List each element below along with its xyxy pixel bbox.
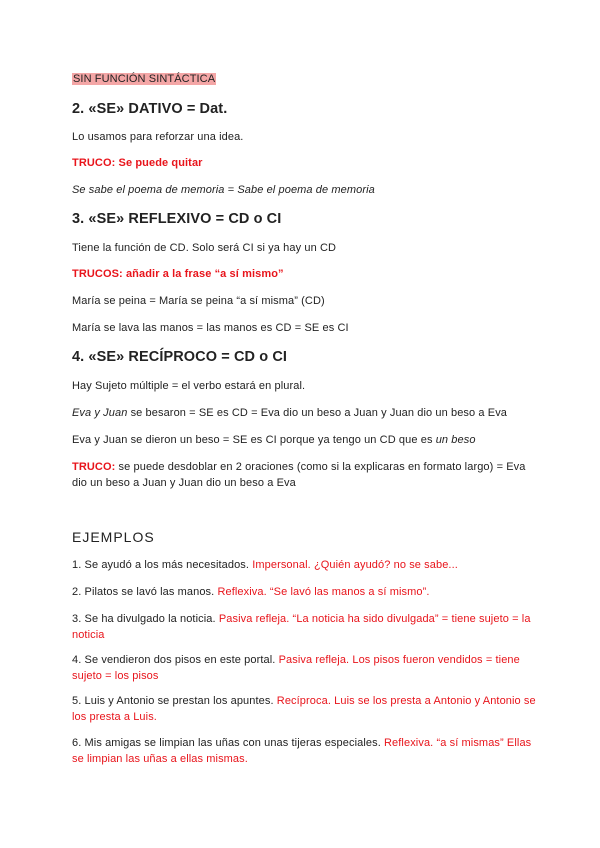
reflexivo-description: Tiene la función de CD. Solo será CI si ya hay un CD bbox=[72, 242, 337, 254]
reflexivo-trucos: TRUCOS: añadir a la frase “a sí mismo” bbox=[72, 268, 284, 280]
ejemplo-item bbox=[72, 611, 542, 643]
reciproco-example-2-text: Eva y Juan se dieron un beso = SE es CI porque ya tengo un CD que es bbox=[72, 434, 436, 446]
ejemplo-item bbox=[72, 735, 542, 767]
ejemplo-answer: Pasiva refleja. “La noticia ha sido divulgada” = tiene sujeto = la noticia bbox=[72, 613, 531, 641]
reciproco-example-1 bbox=[72, 405, 542, 421]
ejemplo-sentence: 2. Pilatos se lavó las manos. bbox=[72, 586, 218, 598]
heading-reciproco: 4. «SE» RECÍPROCO = CD o CI bbox=[72, 349, 288, 365]
ejemplo-sentence: 4. Se vendieron dos pisos en este portal. bbox=[72, 654, 279, 666]
ejemplo-answer: Reflexiva. “a sí mismas” Ellas se limpian las uñas a ellas mismas. bbox=[72, 737, 532, 765]
reciproco-truco bbox=[72, 459, 542, 491]
ejemplo-sentence: 6. Mis amigas se limpian las uñas con unas tijeras especiales. bbox=[72, 737, 385, 749]
reciproco-truco-label: TRUCO: bbox=[72, 461, 116, 473]
ejemplo-item bbox=[72, 584, 542, 600]
reciproco-description: Hay Sujeto múltiple = el verbo estará en plural. bbox=[72, 380, 306, 392]
ejemplo-item bbox=[72, 693, 542, 725]
dativo-description: Lo usamos para reforzar una idea. bbox=[72, 131, 244, 143]
ejemplo-answer: Reflexiva. “Se lavó las manos a sí mismo”. bbox=[217, 586, 430, 598]
ejemplo-item bbox=[72, 557, 542, 573]
ejemplo-sentence: 5. Luis y Antonio se prestan los apuntes. bbox=[72, 695, 277, 707]
heading-dativo: 2. «SE» DATIVO = Dat. bbox=[72, 101, 228, 117]
dativo-truco: TRUCO: Se puede quitar bbox=[72, 157, 203, 169]
ejemplo-sentence: 3. Se ha divulgado la noticia. bbox=[72, 613, 219, 625]
reciproco-example-2 bbox=[72, 432, 542, 448]
reflexivo-example-2: María se lava las manos = las manos es CD = SE es CI bbox=[72, 322, 349, 334]
highlighted-label: SIN FUNCIÓN SINTÁCTICA bbox=[73, 73, 216, 85]
section-label bbox=[72, 71, 542, 87]
ejemplo-answer: Recíproca. Luis se los presta a Antonio y Antonio se los presta a Luis. bbox=[72, 695, 536, 723]
dativo-example: Se sabe el poema de memoria = Sabe el poema de memoria bbox=[72, 184, 375, 196]
ejemplo-item bbox=[72, 652, 542, 684]
heading-ejemplos: EJEMPLOS bbox=[72, 529, 155, 545]
ejemplo-answer: Pasiva refleja. Los pisos fueron vendidos = tiene sujeto = los pisos bbox=[72, 654, 520, 682]
reciproco-example-1-subject: Eva y Juan bbox=[72, 407, 128, 419]
reciproco-truco-text: se puede desdoblar en 2 oraciones (como si la explicaras en formato largo) = Eva dio un beso a Juan y Juan dio un beso a Eva bbox=[72, 461, 526, 489]
heading-reflexivo: 3. «SE» REFLEXIVO = CD o CI bbox=[72, 211, 282, 227]
ejemplo-sentence: 1. Se ayudó a los más necesitados. bbox=[72, 559, 253, 571]
reciproco-example-1-text: se besaron = SE es CD = Eva dio un beso a Juan y Juan dio un beso a Eva bbox=[127, 407, 508, 419]
reflexivo-example-1: María se peina = María se peina “a sí misma” (CD) bbox=[72, 295, 325, 307]
reciproco-example-2-cd: un beso bbox=[435, 434, 476, 446]
ejemplo-answer: Impersonal. ¿Quién ayudó? no se sabe... bbox=[252, 559, 458, 571]
